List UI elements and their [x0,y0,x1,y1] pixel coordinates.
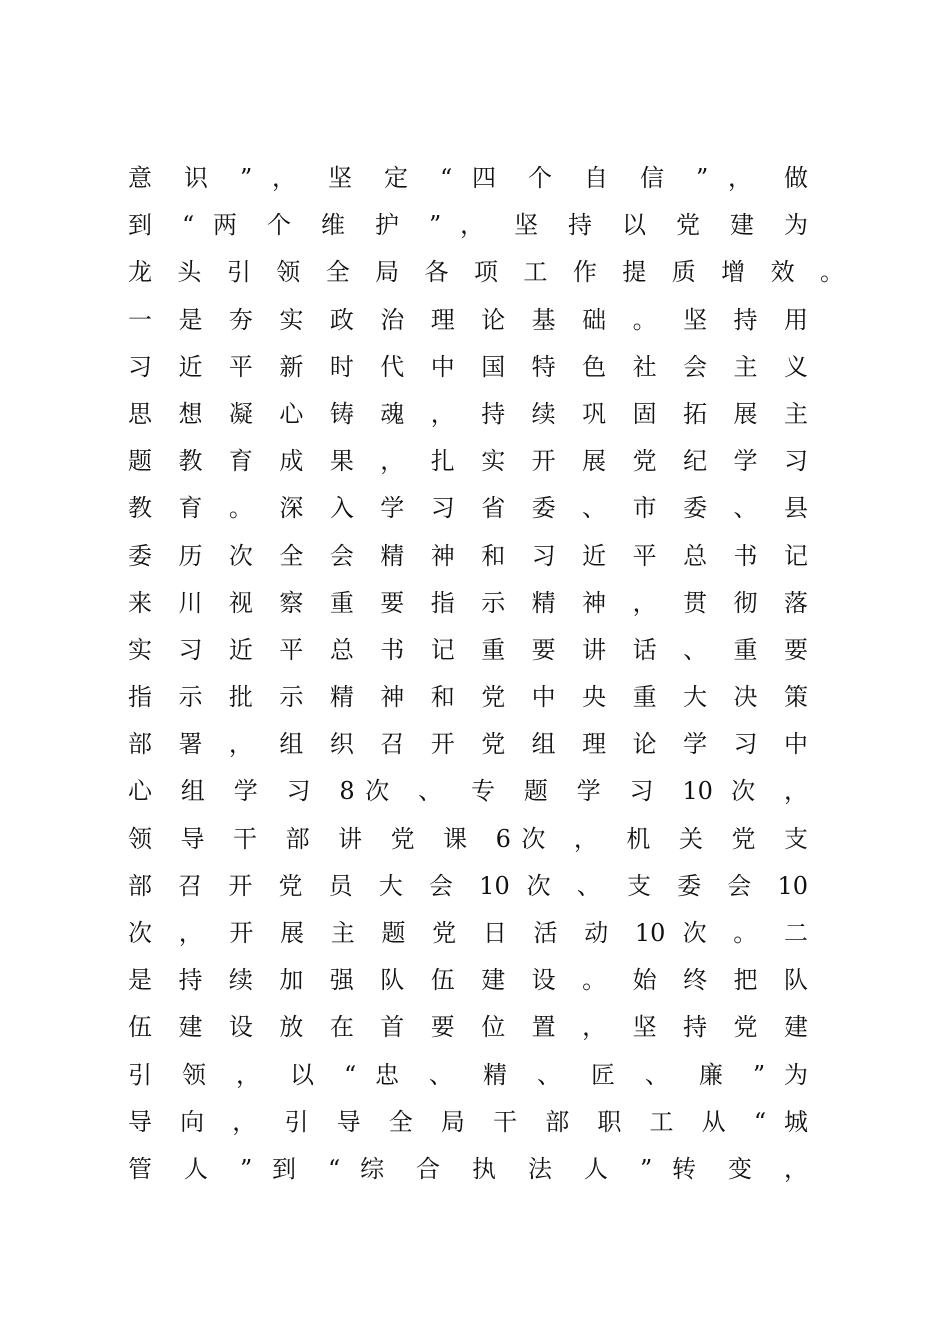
text-line: 习 近 平 新 时 代 中 国 特 色 社 会 主 义 [128,352,808,381]
text-line: 一 是 夯 实 政 治 理 论 基 础 。 坚 持 用 [128,305,808,334]
text-line: 导 向 ， 引 导 全 局 干 部 职 工 从 “ 城 [128,1107,808,1136]
text-line: 教 育 。 深 入 学 习 省 委 、 市 委 、 县 [128,494,808,523]
text-line: 心 组 学 习 8次 、 专 题 学 习 10 次 ， [128,777,808,806]
text-line: 管 人 ” 到 “ 综 合 执 法 人 ” 转 变 ， [128,1154,808,1183]
text-line: 伍 建 设 放 在 首 要 位 置 ， 坚 持 党 建 [128,1013,808,1042]
text-line: 引 领 ， 以 “ 忠 、 精 、 匠 、 廉 ” 为 [128,1060,808,1089]
text-line: 次 ， 开 展 主 题 党 日 活 动 10 次 。 二 [128,919,808,947]
body-text [128,155,848,1193]
text-line: 指 示 批 示 精 神 和 党 中 央 重 大 决 策 [128,683,808,712]
text-line: 是 持 续 加 强 队 伍 建 设 。 始 终 把 队 [128,966,808,995]
text-line: 部 署 ， 组 织 召 开 党 组 理 论 学 习 中 [128,730,808,759]
text-line: 部 召 开 党 员 大 会 10 次 、 支 委 会 10 [128,871,808,900]
text-line: 委 历 次 全 会 精 神 和 习 近 平 总 书 记 [128,541,808,570]
text-line: 领 导 干 部 讲 党 课 6次 ， 机 关 党 支 [128,824,808,853]
text-line: 意 识 ” ， 坚 定 “ 四 个 自 信 ” ， 做 [128,164,808,192]
text-line: 实 习 近 平 总 书 记 重 要 讲 话 、 重 要 [128,635,808,664]
text-line: 来 川 视 察 重 要 指 示 精 神 ， 贯 彻 落 [128,588,808,617]
text-line: 到 “ 两 个 维 护 ” ， 坚 持 以 党 建 为 [128,211,808,240]
text-line: 思 想 凝 心 铸 魂 ， 持 续 巩 固 拓 展 主 [128,399,808,428]
text-line: 龙 头 引 领 全 局 各 项 工 作 提 质 增 效 。 [128,258,844,287]
text-line: 题 教 育 成 果 ， 扎 实 开 展 党 纪 学 习 [128,447,808,476]
